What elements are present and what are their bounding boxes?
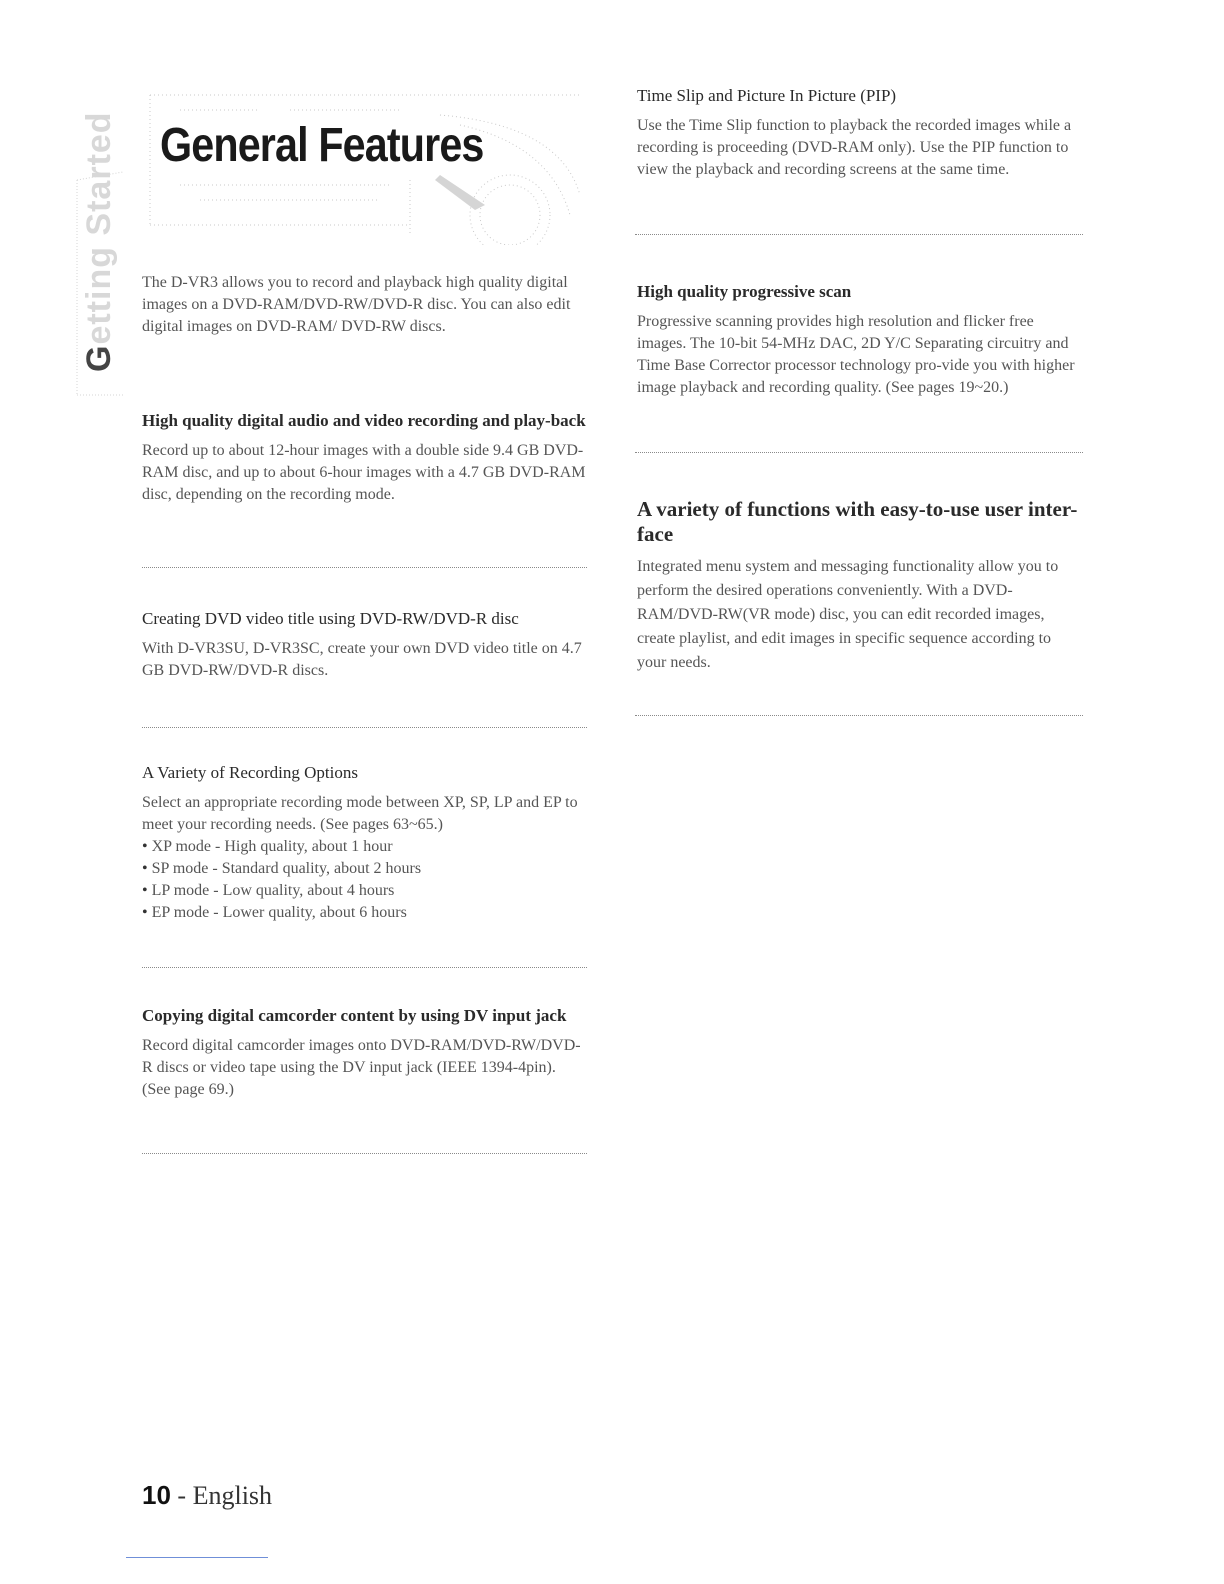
section-title: Copying digital camcorder content by using DV input jack [142,1006,567,1025]
footer-underline [126,1557,268,1558]
side-tab-text: etting Started [80,111,118,345]
section-title: Time Slip and Picture In Picture (PIP) [637,86,897,105]
section-body: Progressive scanning provides high resolution and flicker free images. The 10-bit 54-MHz DAC, 2D Y/C Separating circuitry and Time Base Corrector processor technology pro-vide you with higher image playback and recording quality. (See pages 19~20.) [637,313,1075,397]
section-progressive-scan [637,281,1082,399]
divider [142,727,587,728]
divider [142,567,587,568]
section-title: Creating DVD video title using DVD-RW/DVD-R disc [142,609,519,628]
section-body: Use the Time Slip function to playback the recorded images while a recording is proceeding (DVD-RAM only). Use the PIP function to view the playback and recording screens at the same time. [637,117,1072,179]
list-item: • LP mode - Low quality, about 4 hours [142,880,587,902]
section-dv-input [142,1005,587,1101]
divider [142,967,587,968]
intro-section [142,272,587,338]
section-body: Select an appropriate recording mode between XP, SP, LP and EP to meet your recording needs. (See pages 63~65.) [142,794,578,834]
section-title: High quality progressive scan [637,282,852,301]
side-tab-first-letter: G [80,344,118,372]
side-tab [80,111,119,372]
section-dvd-title [142,608,587,682]
mode-list [142,836,587,924]
divider [635,234,1083,235]
divider [142,1153,587,1154]
list-item: • SP mode - Standard quality, about 2 hours [142,858,587,880]
divider [635,452,1083,453]
intro-text: The D-VR3 allows you to record and playback high quality digital images on a DVD-RAM/DVD-RW/DVD-R disc. You can also edit digital images on DVD-RAM/ DVD-RW discs. [142,274,571,335]
footer-language: English [192,1481,273,1510]
divider [635,715,1083,716]
page-number: 10 [142,1480,171,1510]
section-user-interface [637,497,1082,675]
list-item: • EP mode - Lower quality, about 6 hours [142,902,587,924]
section-digital-recording [142,410,587,506]
section-recording-options [142,762,587,924]
section-body: Integrated menu system and messaging functionality allow you to perform the desired operations conveniently. With a DVD-RAM/DVD-RW(VR mode) disc, you can edit recorded images, create playlist, and edit images in specific sequence according to your needs. [637,558,1059,672]
section-time-slip [637,85,1082,181]
section-title: High quality digital audio and video recording and play-back [142,411,586,430]
section-body: With D-VR3SU, D-VR3SC, create your own DVD video title on 4.7 GB DVD-RW/DVD-R discs. [142,640,582,680]
list-item: • XP mode - High quality, about 1 hour [142,836,587,858]
section-body: Record digital camcorder images onto DVD-RAM/DVD-RW/DVD-R discs or video tape using the DV input jack (IEEE 1394-4pin). (See page 69.) [142,1037,581,1099]
section-title: A Variety of Recording Options [142,763,358,782]
section-body: Record up to about 12-hour images with a double side 9.4 GB DVD-RAM disc, and up to about 6-hour images with a 4.7 GB DVD-RAM disc, depending on the recording mode. [142,442,586,504]
section-title: A variety of functions with easy-to-use user inter-face [637,497,1078,547]
page-footer [142,1480,272,1511]
page-title: General Features [160,119,484,172]
footer-separator: - [170,1481,193,1510]
